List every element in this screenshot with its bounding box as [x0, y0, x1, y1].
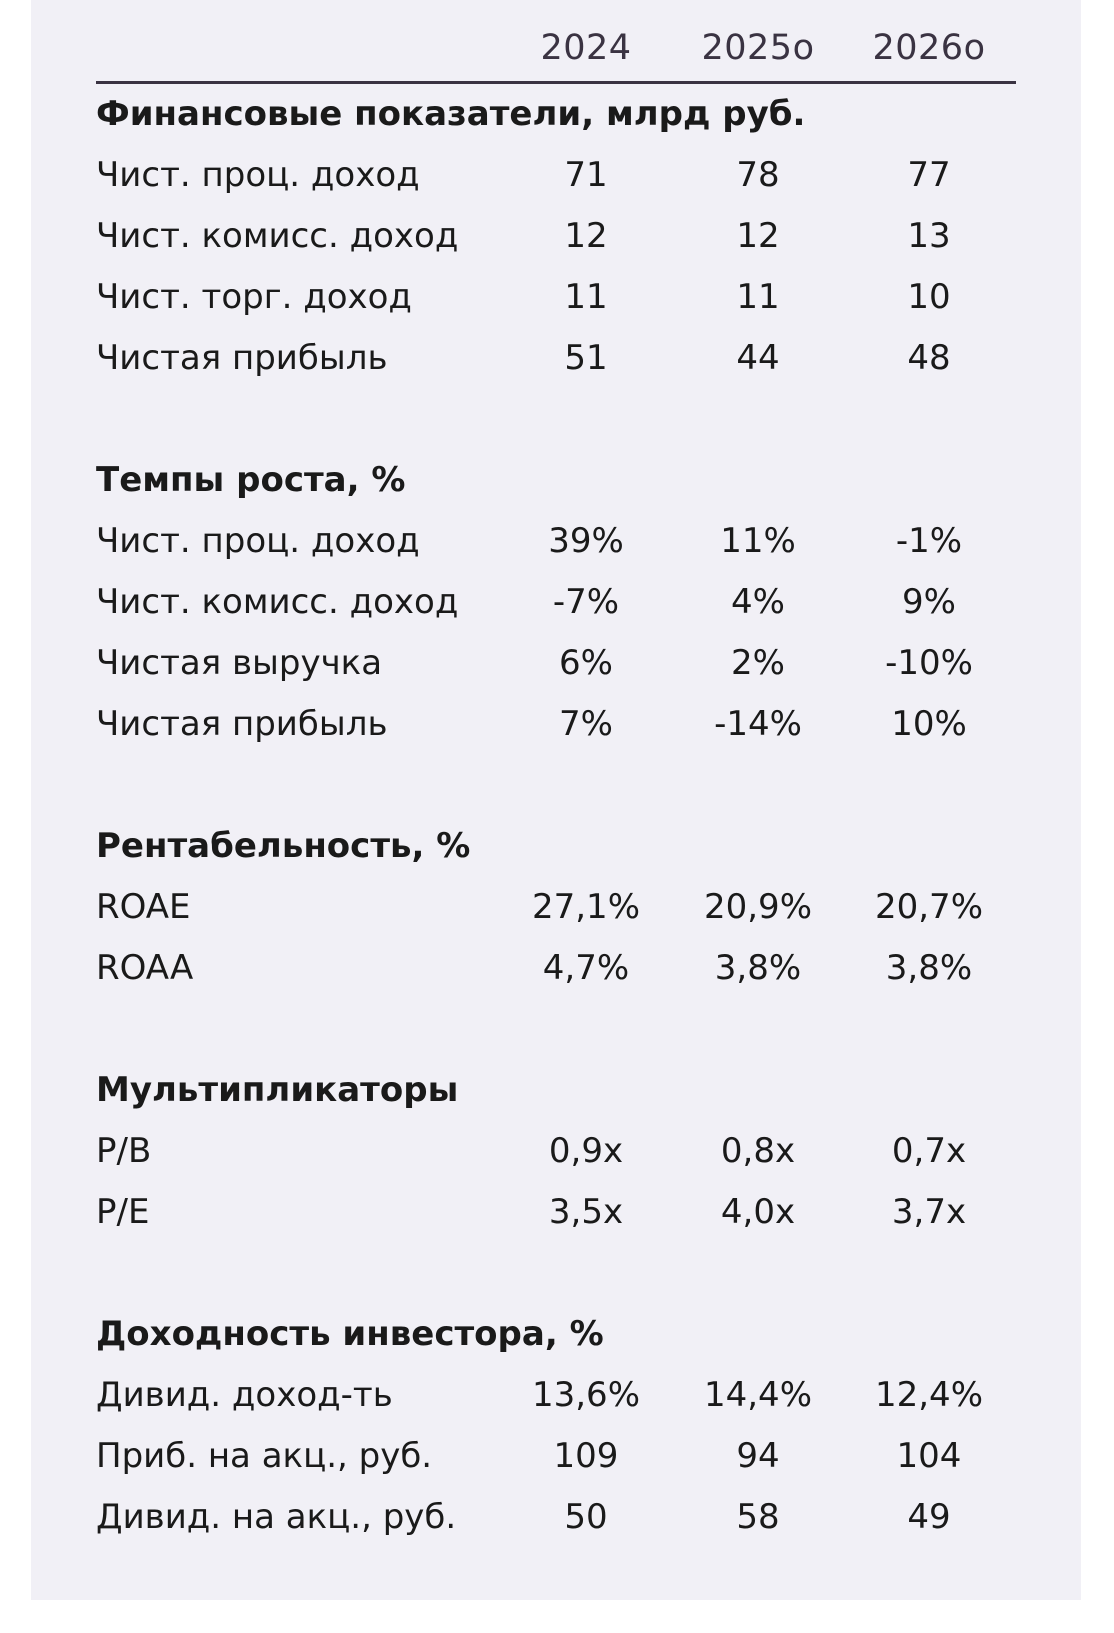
row-label: P/B	[96, 1131, 152, 1171]
cell-2025: 12	[736, 216, 780, 256]
cell-2024: 50	[564, 1497, 608, 1537]
cell-2024: 12	[564, 216, 608, 256]
cell-2024: 13,6%	[531, 1375, 640, 1415]
cell-2025: 14,4%	[703, 1375, 812, 1415]
cell-2026: -1%	[895, 521, 963, 561]
cell-2024: 71	[564, 155, 608, 195]
financial-table	[96, 0, 1016, 1548]
section-title: Доходность инвестора, %	[96, 1314, 604, 1354]
cell-2026: 10%	[891, 704, 967, 744]
cell-2024: 3,5x	[548, 1192, 624, 1232]
cell-2025: 11%	[720, 521, 796, 561]
table-row	[96, 572, 1016, 633]
cell-2024: 6%	[559, 643, 613, 683]
row-label: ROAE	[96, 887, 191, 927]
row-label: Приб. на акц., руб.	[96, 1436, 433, 1476]
cell-2025: 78	[736, 155, 780, 195]
cell-2025: 4,0x	[720, 1192, 796, 1232]
table-row	[96, 1426, 1016, 1487]
section-title: Мультипликаторы	[96, 1070, 459, 1110]
cell-2025: 2%	[731, 643, 785, 683]
cell-2025: 94	[736, 1436, 780, 1476]
column-header-2025: 2025о	[701, 28, 815, 68]
section-gap	[96, 1243, 1016, 1304]
table-header	[96, 0, 1016, 84]
cell-2025: 3,8%	[714, 948, 802, 988]
row-label: Дивид. доход-ть	[96, 1375, 393, 1415]
cell-2025: 0,8x	[720, 1131, 796, 1171]
section-title: Темпы роста, %	[96, 460, 406, 500]
row-label: ROAA	[96, 948, 194, 988]
table-row	[96, 633, 1016, 694]
cell-2025: -14%	[714, 704, 802, 744]
cell-2024: 7%	[559, 704, 613, 744]
row-label: Дивид. на акц., руб.	[96, 1497, 457, 1537]
cell-2024: 51	[564, 338, 608, 378]
table-row	[96, 511, 1016, 572]
table-row	[96, 1365, 1016, 1426]
cell-2026: 77	[907, 155, 951, 195]
cell-2024: 109	[553, 1436, 619, 1476]
section-title: Финансовые показатели, млрд руб.	[96, 94, 806, 134]
table-row	[96, 694, 1016, 755]
section-title: Рентабельность, %	[96, 826, 471, 866]
table-row	[96, 328, 1016, 389]
cell-2024: 39%	[548, 521, 624, 561]
cell-2026: 10	[907, 277, 951, 317]
column-header-2026: 2026о	[872, 28, 986, 68]
cell-2024: 0,9x	[548, 1131, 624, 1171]
section-gap	[96, 389, 1016, 450]
cell-2024: 4,7%	[542, 948, 630, 988]
cell-2026: -10%	[885, 643, 973, 683]
row-label: Чист. комисс. доход	[96, 216, 459, 256]
row-label: P/E	[96, 1192, 150, 1232]
row-label: Чистая прибыль	[96, 338, 388, 378]
cell-2026: 20,7%	[874, 887, 983, 927]
cell-2026: 48	[907, 338, 951, 378]
row-label: Чист. проц. доход	[96, 521, 420, 561]
cell-2025: 44	[736, 338, 780, 378]
cell-2024: 27,1%	[531, 887, 640, 927]
row-label: Чист. проц. доход	[96, 155, 420, 195]
table-row	[96, 1487, 1016, 1548]
section-gap	[96, 999, 1016, 1060]
cell-2026: 49	[907, 1497, 951, 1537]
cell-2024: -7%	[552, 582, 620, 622]
table-row	[96, 1182, 1016, 1243]
table-row	[96, 267, 1016, 328]
table-row	[96, 206, 1016, 267]
row-label: Чистая выручка	[96, 643, 383, 683]
cell-2025: 4%	[731, 582, 785, 622]
table-row	[96, 877, 1016, 938]
cell-2026: 13	[907, 216, 951, 256]
cell-2026: 104	[896, 1436, 962, 1476]
row-label: Чист. комисс. доход	[96, 582, 459, 622]
section-gap	[96, 755, 1016, 816]
cell-2026: 12,4%	[874, 1375, 983, 1415]
cell-2026: 9%	[902, 582, 956, 622]
row-label: Чист. торг. доход	[96, 277, 412, 317]
cell-2025: 11	[736, 277, 780, 317]
cell-2026: 3,7x	[891, 1192, 967, 1232]
cell-2026: 0,7x	[891, 1131, 967, 1171]
table-row	[96, 938, 1016, 999]
column-header-2024: 2024	[540, 28, 632, 68]
row-label: Чистая прибыль	[96, 704, 388, 744]
cell-2024: 11	[564, 277, 608, 317]
cell-2025: 58	[736, 1497, 780, 1537]
table-row	[96, 145, 1016, 206]
table-row	[96, 1121, 1016, 1182]
cell-2025: 20,9%	[703, 887, 812, 927]
cell-2026: 3,8%	[885, 948, 973, 988]
